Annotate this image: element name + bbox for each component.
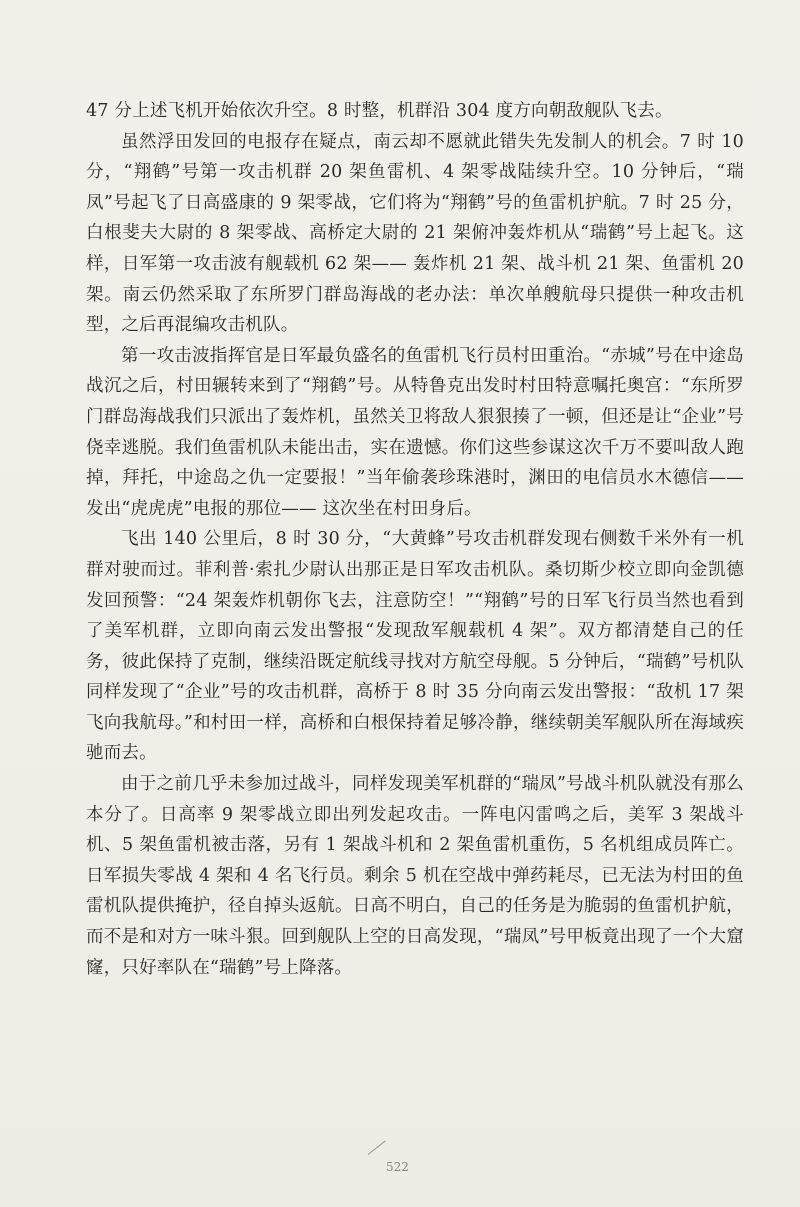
paragraph-continuation: 47 分上述飞机开始依次升空。8 时整，机群沿 304 度方向朝敌舰队飞去。 — [86, 101, 673, 121]
page-number-slash-ornament — [368, 1141, 386, 1155]
paragraph-murata: 第一攻击波指挥官是日军最负盛名的鱼雷机飞行员村田重治。“赤城”号在中途岛战沉之后，村田辗转来到了“翔鹤”号。从特鲁克出发时村田特意嘱托奥宫：“东所罗门群岛海战我们只派出了轰炸机，虽然关卫将敌人狠狠揍了一顿，但还是让“企业”号侥幸逃脱。我们鱼雷机队未能出击，实在遗憾。你们这些参谋这次千万不要叫敌人跑掉，拜托，中途岛之仇一定要报！”当年偷袭珍珠港时，渊田的电信员水木德信—— 发出“虎虎虎”电报的那位—— 这次坐在村田身后。 — [86, 345, 744, 519]
page-text-body — [86, 96, 744, 983]
paragraph-nagumo-launch: 虽然浮田发回的电报存在疑点，南云却不愿就此错失先发制人的机会。7 时 10 分，“翔鹤”号第一攻击机群 20 架鱼雷机、4 架零战陆续升空。10 分钟后，“瑞凤”号起飞了日高盛康的 9 架零战，它们将为“翔鹤”号的鱼雷机护航。7 时 25 分，白根斐夫大尉的 8 架零战、高桥定大尉的 21 架俯冲轰炸机从“瑞鹤”号上起飞。这样，日军第一攻击波有舰载机 62 架—— 轰炸机 21 架、战斗机 21 架、鱼雷机 20 架。南云仍然采取了东所罗门群岛海战的老办法：单次单艘航母只提供一种攻击机型，之后再混编攻击机队。 — [86, 131, 744, 336]
page-number: 522 — [386, 1160, 409, 1174]
page-footer — [0, 1148, 800, 1188]
paragraph-zuiho-fighters: 由于之前几乎未参加过战斗，同样发现美军机群的“瑞凤”号战斗机队就没有那么本分了。日高率 9 架零战立即出列发起攻击。一阵电闪雷鸣之后，美军 3 架战斗机、5 架鱼雷机被击落，另有 1 架战斗机和 2 架鱼雷机重伤，5 名机组成员阵亡。日军损失零战 4 架和 4 名飞行员。剩余 5 机在空战中弹药耗尽，已无法为村田的鱼雷机队提供掩护，径自掉头返航。日高不明白，自己的任务是为脆弱的鱼雷机护航，而不是和对方一味斗狠。回到舰队上空的日高发现，“瑞凤”号甲板竟出现了一个大窟窿，只好率队在“瑞鹤”号上降落。 — [86, 774, 744, 978]
paragraph-encounter: 飞出 140 公里后，8 时 30 分，“大黄蜂”号攻击机群发现右侧数千米外有一机群对驶而过。菲利普·索扎少尉认出那正是日军攻击机队。桑切斯少校立即向金凯德发回预警：“24 架轰炸机朝你飞去，注意防空！”“翔鹤”号的日军飞行员当然也看到了美军机群，立即向南云发出警报“发现敌军舰载机 4 架”。双方都清楚自己的任务，彼此保持了克制，继续沿既定航线寻找对方航空母舰。5 分钟后，“瑞鹤”号机队同样发现了“企业”号的攻击机群，高桥于 8 时 35 分向南云发出警报：“敌机 17 架飞向我航母。”和村田一样，高桥和白根保持着足够冷静，继续朝美军舰队所在海域疾驰而去。 — [86, 529, 744, 764]
